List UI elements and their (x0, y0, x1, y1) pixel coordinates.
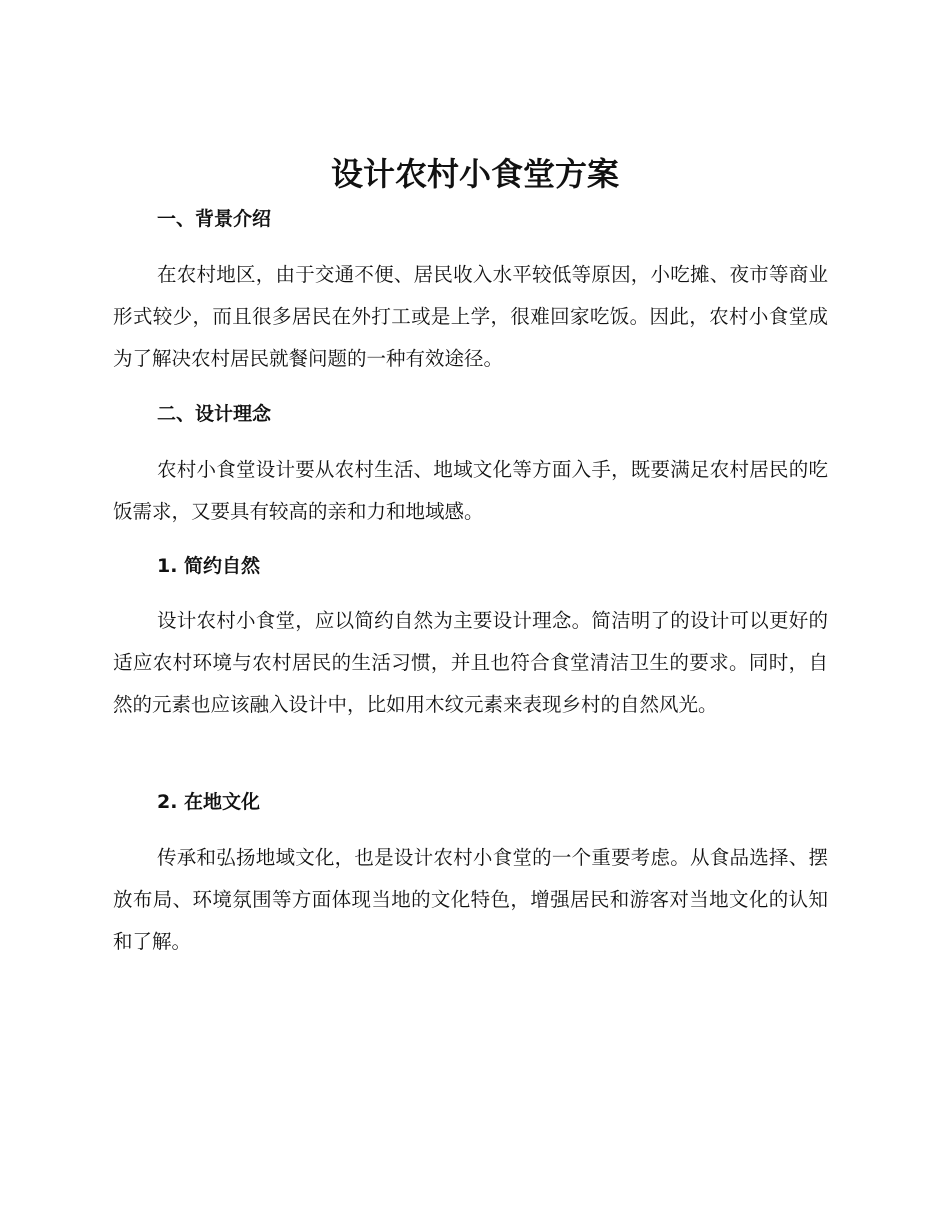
section-heading-background: 一、背景介绍 (157, 208, 272, 230)
section-paragraph-design-concept: 农村小食堂设计要从农村生活、地域文化等方面入手，既要满足农村居民的吃饭需求，又要具有较高的亲和力和地域感。 (113, 458, 828, 523)
section-paragraph-local-culture: 传承和弘扬地域文化，也是设计农村小食堂的一个重要考虑。从食品选择、摆放布局、环境氛围等方面体现当地的文化特色，增强居民和游客对当地文化的认知和了解。 (113, 846, 828, 953)
document-title: 设计农村小食堂方案 (330, 155, 619, 193)
section-heading-local-culture: 2. 在地文化 (157, 791, 261, 813)
section-paragraph-background: 在农村地区，由于交通不便、居民收入水平较低等原因，小吃摊、夜市等商业形式较少，而且很多居民在外打工或是上学，很难回家吃饭。因此，农村小食堂成为了解决农村居民就餐问题的一种有效途径。 (113, 263, 828, 370)
section-paragraph-simple-natural: 设计农村小食堂，应以简约自然为主要设计理念。简洁明了的设计可以更好的适应农村环境与农村居民的生活习惯，并且也符合食堂清洁卫生的要求。同时，自然的元素也应该融入设计中，比如用木纹元素来表现乡村的自然风光。 (113, 609, 828, 716)
section-heading-simple-natural: 1. 简约自然 (157, 555, 261, 577)
section-heading-design-concept: 二、设计理念 (157, 403, 272, 425)
